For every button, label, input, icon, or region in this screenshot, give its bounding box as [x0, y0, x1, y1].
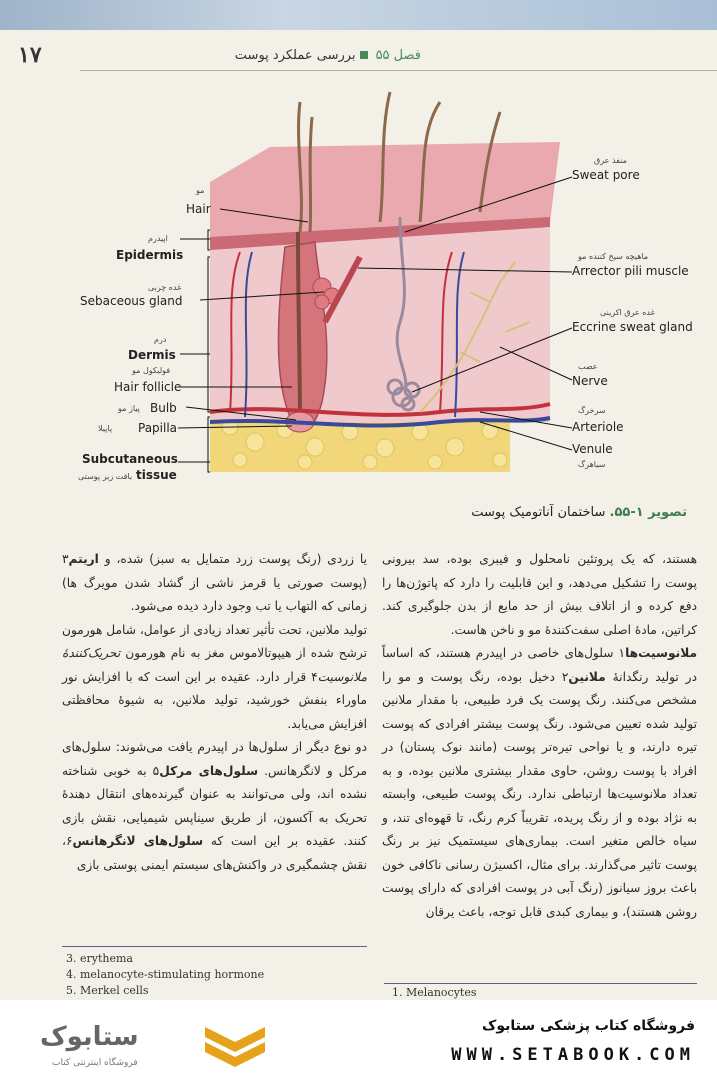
- sebaceous-label-fa: غده چربی: [148, 283, 182, 292]
- eccrine-label: Eccrine sweat gland: [572, 320, 693, 334]
- term-melanocytes: ملانوسیت‌ها: [625, 646, 697, 660]
- papilla-label-fa: پاپیلا: [98, 424, 113, 433]
- paragraph: تولید ملانین، تحت تأثیر تعداد زیادی از عوامل، شامل هورمون ترشح شده از هیپوتالاموس مغز به نام هورمون تحریک‌کنندهٔ ملانوسیت۴ قرار دارد. عقیده بر این است که با افزایش نور ماوراء بنفش خورشید، تولید ملانین، به شیوهٔ محافظتی افزایش می‌یابد.: [62, 622, 367, 731]
- nerve-label-fa: عصب: [578, 362, 598, 371]
- top-page-strip: [0, 0, 717, 30]
- papilla-label: Papilla: [138, 421, 178, 435]
- tissue-label: tissue: [136, 468, 177, 482]
- footnote: 3. erythema: [66, 952, 133, 965]
- paragraph: ملانوسیت‌ها۱ سلول‌های خاصی در اپیدرم هستند، که اساساً در تولید رنگدانهٔ ملانین۲ دخیل بوده، رنگ پوست و مو را مشخص می‌کنند. رنگ پوست یک فرد طبیعی، با مقدار ملانین تولید شده تعیین می‌شود. رنگ پوست بیشتر افرادی که پوست تیره دارند، و یا نواحی تیره‌تر پوست (مانند نوک پستان) در افراد با پوست روشن، حاوی مقدار بیشتری ملانین بوده، و به تعداد ملانوسیت‌ها ارتباطی ندارد. رنگ پوست طبیعی، وابسته به نژاد بوده و از رنگ پریده، تقریباً کرم رنگ، تا قهوه‌ای تند، و سیاه خالص متغیر است. بیماری‌های سیستمیک نیز بر رنگ پوست تاثیر می‌گذارند. برای مثال، اکسیژن رسانی ناکافی خون باعث بروز سیانوز (رنگ آبی در پوست افرادی که دارای پوست روشن هستند)، و بیماری کبدی قابل توجه، باعث یرقان: [382, 646, 697, 919]
- venule-label: Venule: [572, 442, 613, 456]
- paragraph: دو نوع دیگر از سلول‌ها در اپیدرم یافت می‌شوند: سلول‌های مرکل و لانگرهانس. سلول‌های مرکل۵ به خوبی شناخته نشده اند، ولی می‌توانند به عنوان گیرنده‌های انتقال دهندهٔ تحریک به آکسون، از طریق سیناپس شیمیایی، نقش بازی کنند. عقیده بر این است که سلول‌های لانگرهانس۶، نقش چشمگیری در واکنش‌های سیستم ایمنی پوستی بازی: [62, 740, 367, 872]
- arrector-label-fa: ماهیچه سیخ کننده مو: [578, 252, 649, 261]
- term-msh: تحریک‌کنندهٔ ملانوسیت: [62, 646, 367, 684]
- term-melanin: ملانین: [568, 669, 606, 684]
- caption-number: تصویر ۱-۵۵.: [609, 505, 687, 520]
- footnote: 4. melanocyte-stimulating hormone: [66, 968, 265, 981]
- footnote-rule-left: [62, 946, 367, 947]
- caption-text: ساختمان آناتومیک پوست: [471, 505, 606, 520]
- dermis-label: Dermis: [128, 348, 176, 362]
- dermis-layer: [210, 222, 550, 422]
- sweat-pore-label: Sweat pore: [572, 168, 640, 182]
- nerve-label: Nerve: [572, 374, 608, 388]
- eccrine-label-fa: غده عرق اکرینی: [600, 308, 655, 317]
- term-merkel: سلول‌های مرکل: [159, 763, 259, 778]
- sebaceous-label: Sebaceous gland: [80, 294, 183, 308]
- venule-label-fa: سیاهرگ: [578, 460, 606, 469]
- subcutaneous-label-fa: بافت زیر پوستی: [78, 472, 133, 481]
- shop-name: فروشگاه کتاب پزشکی ستابوک: [482, 1018, 695, 1034]
- square-bullet-icon: [360, 51, 368, 59]
- hair-label: Hair: [186, 202, 211, 216]
- footnote-rule-right: [384, 983, 697, 984]
- bulb-label-fa: پیاز مو: [118, 404, 140, 413]
- term-langerhans: سلول‌های لانگرهانس: [72, 834, 204, 848]
- hair-label-fa: مو: [196, 186, 205, 195]
- header-rule: [80, 70, 717, 71]
- brand-subtitle: فروشگاه اینترنتی کتاب: [52, 1058, 138, 1068]
- arrector-label: Arrector pili muscle: [572, 264, 689, 278]
- running-header: [235, 48, 421, 63]
- setabook-logo-icon: [200, 1022, 270, 1070]
- page-number: ۱۷: [18, 42, 42, 68]
- dermis-label-fa: درم: [154, 335, 167, 344]
- text-column-left: [62, 548, 367, 877]
- sweat-pore-label-fa: منفذ عرق: [594, 156, 627, 165]
- chapter-label: فصل ۵۵: [375, 48, 421, 63]
- footnote: 1. Melanocytes: [392, 986, 477, 999]
- arteriole-label-fa: سرخرگ: [578, 406, 606, 415]
- arteriole-label: Arteriole: [572, 420, 624, 434]
- paragraph: یا زردی (رنگ پوست زرد متمایل به سبز) شده، و اریتم۳ (پوست صورتی یا قرمز ناشی از گشاد شدن مویرگ ها) زمانی که التهاب یا تب وجود دارد دیده می‌شود.: [62, 552, 367, 613]
- shop-url[interactable]: WWW.SETABOOK.COM: [451, 1045, 695, 1065]
- text-column-right: [382, 548, 697, 924]
- chapter-title: بررسی عملکرد پوست: [234, 48, 356, 63]
- figure-caption: [471, 505, 687, 520]
- paragraph: هستند، که یک پروتئین نامحلول و فیبری بوده، سد بیرونی پوست را تشکیل می‌دهد، و این قابلیت را دارد که پاتوژن‌ها را دفع کرده و از اتلاف بیش از حد مایع از بدن جلوگیری کند. کراتین، مادهٔ اصلی سفت‌کنندهٔ مو و ناخن هاست.: [382, 552, 697, 637]
- brand-name: ستابوک: [40, 1022, 139, 1052]
- footnote: 5. Merkel cells: [66, 984, 149, 997]
- term-erythema: اریتم: [68, 552, 99, 566]
- bulb-label: Bulb: [150, 401, 177, 415]
- epidermis-label: Epidermis: [116, 248, 184, 262]
- subcutaneous-label: Subcutaneous: [82, 452, 178, 466]
- epidermis-label-fa: اپیدرم: [148, 234, 168, 243]
- follicle-label: Hair follicle: [114, 380, 182, 394]
- follicle-label-fa: فولیکول مو: [132, 366, 171, 375]
